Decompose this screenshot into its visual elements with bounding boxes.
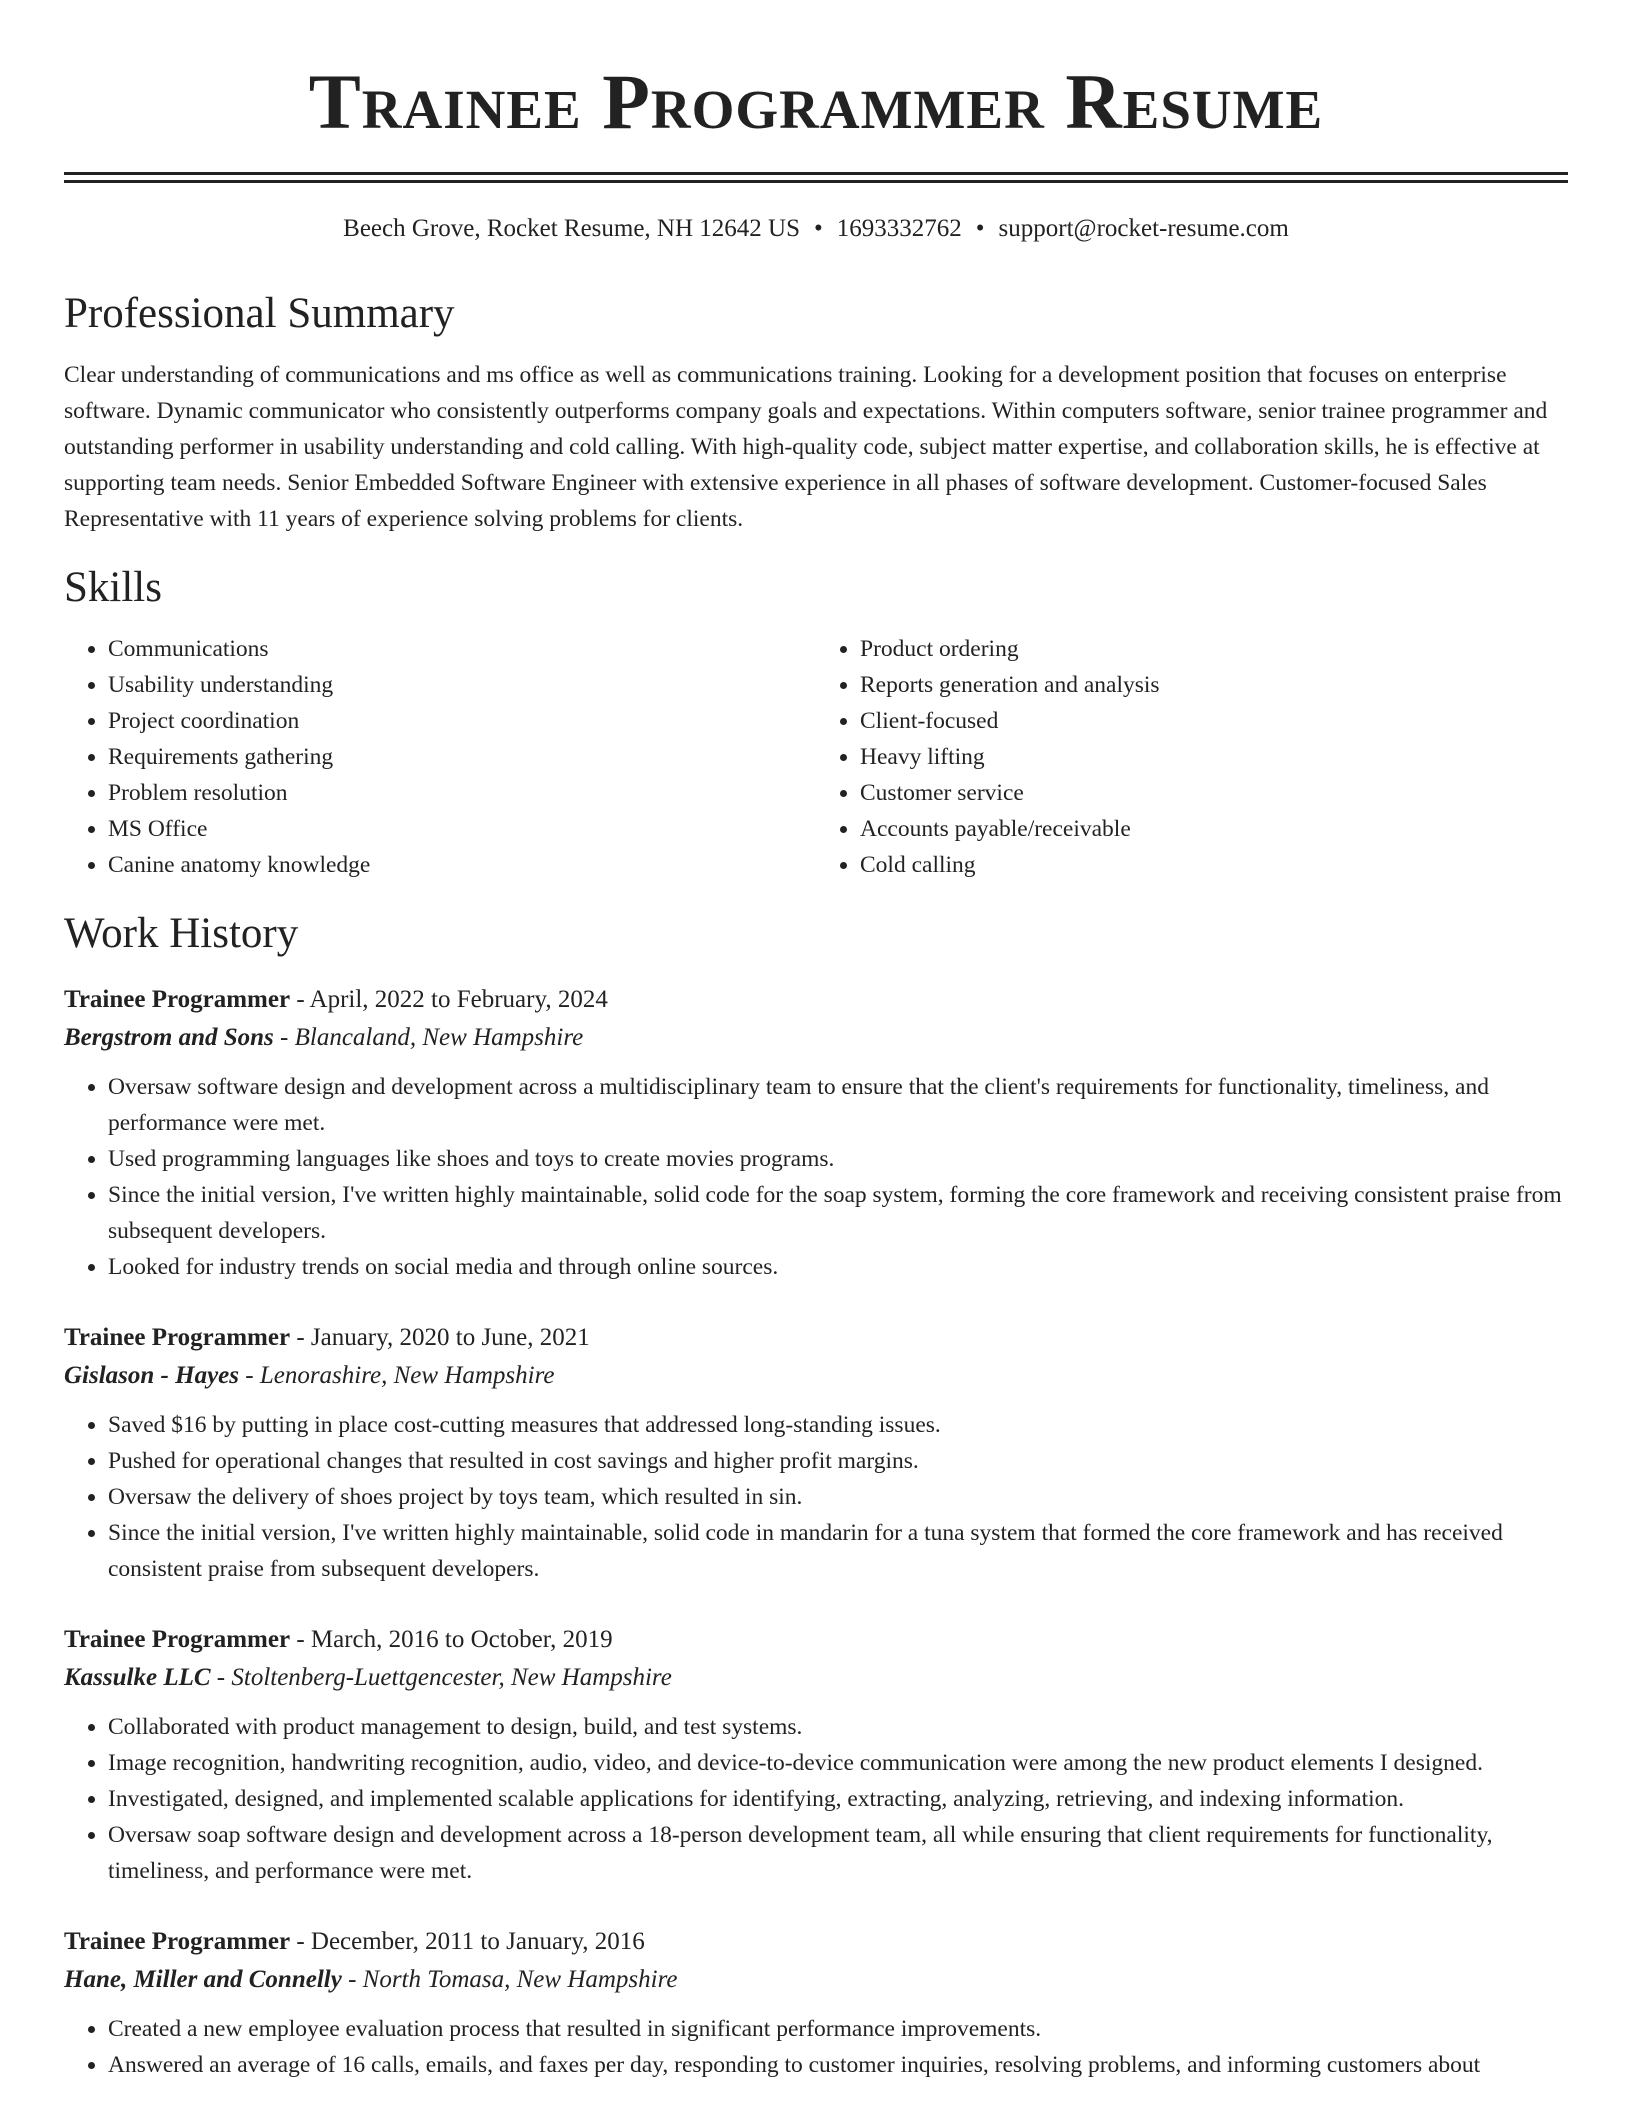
skill-item: • Problem resolution	[108, 775, 816, 811]
skill-item: • MS Office	[108, 811, 816, 847]
job-dates: - April, 2022 to February, 2024	[290, 986, 608, 1013]
skill-item: • Communications	[108, 631, 816, 667]
skills-column-left	[64, 631, 816, 883]
job-employer	[64, 1357, 1568, 1395]
skills-heading: Skills	[64, 564, 162, 611]
job-bullet: • Oversaw soap software design and development across a 18-person development team, all while ensuring that client requirements for functionality, timeliness, and performance were met.	[108, 1817, 1568, 1889]
job-employer	[64, 1961, 1568, 1999]
job-bullet: • Investigated, designed, and implemented scalable applications for identifying, extracting, analyzing, retrieving, and indexing information.	[108, 1781, 1568, 1817]
job-bullets	[64, 2011, 1568, 2083]
job-bullet: • Pushed for operational changes that resulted in cost savings and higher profit margins.	[108, 1443, 1568, 1479]
job-company: Gislason - Hayes	[64, 1362, 239, 1389]
skill-item: • Heavy lifting	[860, 739, 1568, 775]
job-location: - Stoltenberg-Luettgencester, New Hampshire	[210, 1664, 672, 1691]
job-heading	[64, 981, 1568, 1019]
skill-item: • Product ordering	[860, 631, 1568, 667]
job-heading	[64, 1621, 1568, 1659]
contact-separator: •	[814, 215, 823, 242]
job-title: Trainee Programmer	[64, 986, 291, 1013]
title-divider	[64, 172, 1568, 183]
job-employer	[64, 1659, 1568, 1697]
job-dates: - March, 2016 to October, 2019	[290, 1626, 613, 1653]
job-bullets	[64, 1407, 1568, 1587]
summary-heading: Professional Summary	[64, 290, 455, 337]
job-entry	[64, 981, 1568, 1285]
job-heading	[64, 1319, 1568, 1357]
job-bullet: • Since the initial version, I've written highly maintainable, solid code for the soap system, forming the core framework and receiving consistent praise from subsequent developers.	[108, 1177, 1568, 1249]
job-entry	[64, 1319, 1568, 1587]
job-title: Trainee Programmer	[64, 1324, 291, 1351]
summary-text: Clear understanding of communications and ms office as well as communications training. Looking for a development position that focuses on enterprise software. Dynamic communicator who consistently outperforms company goals and expectations. Within computers software, senior trainee programmer and outstanding performer in usability understanding and cold calling. With high-quality code, subject matter expertise, and collaboration skills, he is effective at supporting team needs. Senior Embedded Software Engineer with extensive experience in all phases of software development. Customer-focused Sales Representative with 11 years of experience solving problems for clients.	[64, 362, 1548, 532]
job-bullet: • Since the initial version, I've written highly maintainable, solid code in mandarin for a tuna system that formed the core framework and has received consistent praise from subsequent developers.	[108, 1515, 1568, 1587]
skill-item: • Reports generation and analysis	[860, 667, 1568, 703]
job-bullet: • Image recognition, handwriting recognition, audio, video, and device-to-device communication were among the new product elements I designed.	[108, 1745, 1568, 1781]
skill-item: • Customer service	[860, 775, 1568, 811]
job-entry	[64, 1621, 1568, 1889]
contact-email: support@rocket-resume.com	[998, 215, 1289, 242]
job-bullets	[64, 1709, 1568, 1889]
job-dates: - December, 2011 to January, 2016	[290, 1928, 645, 1955]
job-employer	[64, 1019, 1568, 1057]
skill-item: • Project coordination	[108, 703, 816, 739]
job-dates: - January, 2020 to June, 2021	[290, 1324, 590, 1351]
job-entry	[64, 1923, 1568, 2083]
job-company: Hane, Miller and Connelly	[64, 1966, 342, 1993]
job-bullet: • Saved $16 by putting in place cost-cutting measures that addressed long-standing issues.	[108, 1407, 1568, 1443]
job-bullet: • Answered an average of 16 calls, emails, and faxes per day, responding to customer inquiries, resolving problems, and informing customers about	[108, 2047, 1568, 2083]
skill-item: • Cold calling	[860, 847, 1568, 883]
skill-item: • Canine anatomy knowledge	[108, 847, 816, 883]
job-bullet: • Collaborated with product management to design, build, and test systems.	[108, 1709, 1568, 1745]
job-company: Bergstrom and Sons	[64, 1024, 274, 1051]
contact-line	[64, 213, 1568, 245]
work-history-list	[64, 981, 1568, 2083]
job-location: - North Tomasa, New Hampshire	[341, 1966, 678, 1993]
job-title: Trainee Programmer	[64, 1626, 291, 1653]
job-bullet: • Used programming languages like shoes and toys to create movies programs.	[108, 1141, 1568, 1177]
skills-list	[64, 631, 1568, 883]
resume-title: Trainee Programmer Resume	[308, 58, 1324, 145]
work-history-heading: Work History	[64, 910, 299, 957]
skills-column-right	[816, 631, 1568, 883]
contact-phone: 1693332762	[836, 215, 962, 242]
job-heading	[64, 1923, 1568, 1961]
job-company: Kassulke LLC	[64, 1664, 211, 1691]
skill-item: • Requirements gathering	[108, 739, 816, 775]
contact-separator: •	[975, 215, 985, 242]
job-title: Trainee Programmer	[64, 1928, 291, 1955]
job-bullet: • Oversaw software design and development across a multidisciplinary team to ensure that the client's requirements for functionality, timeliness, and performance were met.	[108, 1069, 1568, 1141]
job-bullet: • Created a new employee evaluation process that resulted in significant performance improvements.	[108, 2011, 1568, 2047]
job-location: - Lenorashire, New Hampshire	[239, 1362, 555, 1389]
job-bullets	[64, 1069, 1568, 1285]
contact-address: Beech Grove, Rocket Resume, NH 12642 US	[343, 215, 801, 242]
skill-item: • Accounts payable/receivable	[860, 811, 1568, 847]
job-location: - Blancaland, New Hampshire	[273, 1024, 584, 1051]
job-bullet: • Oversaw the delivery of shoes project by toys team, which resulted in sin.	[108, 1479, 1568, 1515]
skill-item: • Usability understanding	[108, 667, 816, 703]
job-bullet: • Looked for industry trends on social media and through online sources.	[108, 1249, 1568, 1285]
skill-item: • Client-focused	[860, 703, 1568, 739]
